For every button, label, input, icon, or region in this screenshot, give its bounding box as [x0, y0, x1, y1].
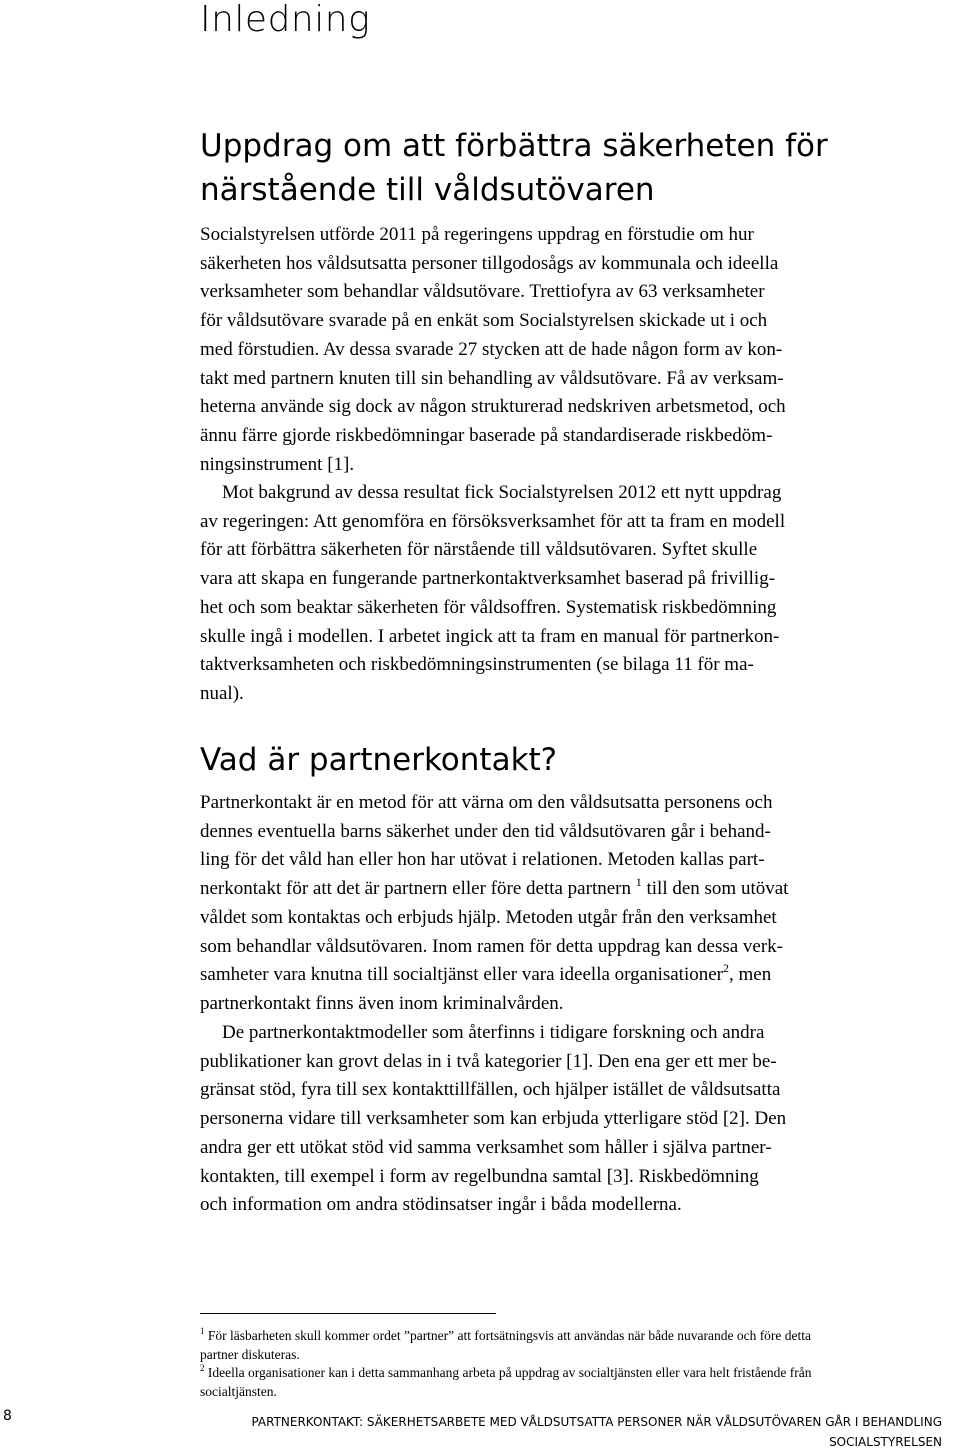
text-line: dennes eventuella barns säkerhet under den tid våldsutövaren går i behand- [200, 820, 771, 842]
text-line: som behandlar våldsutövaren. Inom ramen för detta uppdrag kan dessa verk- [200, 935, 783, 957]
text-segment: samheter vara knutna till socialtjänst eller vara ideella organisationer [200, 964, 724, 986]
heading-line: närstående till våldsutövaren [200, 172, 655, 208]
footnote-divider [200, 1313, 496, 1314]
text-line: heterna använde sig dock av någon strukturerad nedskriven arbetsmetod, och [200, 396, 786, 418]
footnote-text: För läsbarheten skull kommer ordet ”partner” att fortsätningsvis att användas när både nuvarande och före detta [207, 1328, 812, 1343]
text-line: vara att skapa en fungerande partnerkontaktverksamhet baserad på frivillig- [200, 568, 776, 590]
running-footer-title: PARTNERKONTAKT: SÄKERHETSARBETE MED VÅLDSUTSATTA PERSONER NÄR VÅLDSUTÖVAREN GÅR I BEHANDLING [251, 1415, 942, 1429]
text-line: av regeringen: Att genomföra en försöksverksamhet för att ta fram en modell [200, 510, 786, 532]
footnote-1-cont: partner diskuteras. [200, 1346, 300, 1362]
footnote-marker: 1 [200, 1326, 205, 1336]
text-segment: nerkontakt för att det är partnern eller före detta partnern [200, 878, 636, 900]
text-line: våldet som kontaktas och erbjuds hjälp. Metoden utgår från den verksamhet [200, 906, 777, 928]
text-line: för våldsutövare svarade på en enkät som Socialstyrelsen skickade ut i och [200, 310, 768, 332]
paragraph-partnerkontakt-1 [200, 789, 940, 1019]
text-line: ningsinstrument [1]. [200, 453, 355, 475]
paragraph-uppdrag-1 [200, 221, 940, 479]
text-line: med förstudien. Av dessa svarade 27 stycken att de hade någon form av kon- [200, 338, 783, 360]
text-line: Partnerkontakt är en metod för att värna om den våldsutsatta personens och [200, 792, 773, 813]
text-line: ling för det våld han eller hon har utövat i relationen. Metoden kallas part- [200, 849, 765, 871]
text-line: het och som beaktar säkerheten för våldsoffren. Systematisk riskbedömning [200, 596, 777, 618]
text-line: Mot bakgrund av dessa resultat fick Socialstyrelsen 2012 ett nytt uppdrag [222, 482, 782, 503]
running-footer-publisher: SOCIALSTYRELSEN [829, 1435, 942, 1449]
section-heading-partnerkontakt: Vad är partnerkontakt? [200, 742, 558, 778]
text-line: kontakten, till exempel i form av regelbundna samtal [3]. Riskbedömning [200, 1165, 759, 1187]
chapter-title: Inledning [200, 0, 371, 40]
text-segment: , men [729, 964, 772, 986]
text-line [200, 961, 940, 990]
text-line: taktverksamheten och riskbedömningsinstrumenten (se bilaga 11 för ma- [200, 654, 754, 676]
paragraph-uppdrag-2 [200, 479, 940, 709]
text-line: säkerheten hos våldsutsatta personer tillgodosågs av kommunala och ideella [200, 252, 779, 274]
running-footer [251, 1412, 942, 1452]
footnote-text: Ideella organisationer kan i detta sammanhang arbeta på uppdrag av socialtjänsten eller vara helt fristående från [207, 1365, 812, 1380]
heading-line: Uppdrag om att förbättra säkerheten för [200, 128, 828, 164]
text-line: gränsat stöd, fyra till sex kontakttillfällen, och hjälper istället de våldsutsatta [200, 1079, 781, 1101]
footnote-marker: 2 [200, 1363, 205, 1373]
text-line: ännu färre gjorde riskbedömningar baserade på standardiserade riskbedöm- [200, 424, 773, 446]
footnote-2-cont: socialtjänsten. [200, 1383, 277, 1399]
text-line: andra ger ett utökat stöd vid samma verksamhet som håller i själva partner- [200, 1136, 772, 1158]
text-segment: till den som utövat [641, 878, 789, 900]
footnotes [200, 1327, 940, 1401]
text-line: publikationer kan grovt delas in i två kategorier [1]. Den ena ger ett mer be- [200, 1050, 777, 1072]
text-line: och information om andra stödinsatser ingår i båda modellerna. [200, 1194, 682, 1216]
page-number: 8 [3, 1408, 12, 1424]
footnote-1 [200, 1327, 940, 1346]
text-line: De partnerkontaktmodeller som återfinns i tidigare forskning och andra [222, 1022, 765, 1043]
text-line: för att förbättra säkerheten för närstående till våldsutövaren. Syftet skulle [200, 539, 758, 561]
text-line: nual). [200, 682, 244, 704]
text-line [200, 875, 940, 904]
footnote-ref-1[interactable]: 1 [635, 875, 642, 890]
paragraph-partnerkontakt-2 [200, 1019, 940, 1220]
text-line: skulle ingå i modellen. I arbetet ingick att ta fram en manual för partnerkon- [200, 625, 780, 647]
footnote-ref-2[interactable]: 2 [723, 961, 730, 976]
text-line: takt med partnern knuten till sin behandling av våldsutövare. Få av verksam- [200, 367, 784, 389]
footnote-2 [200, 1364, 940, 1383]
text-line: partnerkontakt finns även inom kriminalvården. [200, 992, 564, 1014]
section-heading-uppdrag [200, 124, 920, 212]
text-line: personerna vidare till verksamheter som kan erbjuda ytterligare stöd [2]. Den [200, 1108, 787, 1130]
text-line: verksamheter som behandlar våldsutövare. Trettiofyra av 63 verksamheter [200, 281, 765, 303]
text-line: Socialstyrelsen utförde 2011 på regeringens uppdrag en förstudie om hur [200, 224, 754, 245]
